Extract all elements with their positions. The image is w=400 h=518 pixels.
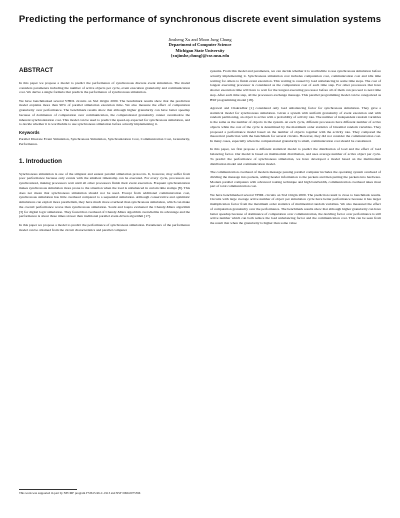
author-email: {xujinshe,chung}@cse.msu.edu — [170, 52, 230, 58]
author-department: Department of Computer Science — [168, 42, 232, 48]
author-names: Jinsheng Xu and Moon Jung Chung — [168, 37, 232, 42]
intro-paragraph-2: In this paper we propose a model to predict the performance of synchronous simulation. Parameters of the performance model can be obtained from the circuit characteristics and parallel computer — [19, 222, 190, 232]
abstract-heading: ABSTRACT — [19, 67, 54, 74]
footnote-rule — [19, 489, 77, 490]
intro-heading: 1. Introduction — [19, 157, 62, 165]
left-column — [19, 69, 190, 236]
right-paragraph-2: Agrawal and Chakradhar [1] considered only load unbalancing factor for synchronous simulation. They gave a statistical model for synchronous simulation. Given a system with uniform granularity of event execution and with random partitioning, an object is active with a probability of activity rate. The number of independent random variables is the same as the number of objects in the system. At each cycle, different processors have different number of active objects while the cost of the cycle is determined by the maximum order statistics of binomial random variables. They proposed a performance model based on the number of objects together with the activity rate. They compared the theoretical prediction with the benchmark for several circuits. However, they did not consider the communication cost. In many cases, especially when the computational granularity is small, communication cost should be considered. — [210, 105, 381, 144]
author-university: Michigan State University — [175, 47, 225, 53]
abstract-paragraph-2: We have benchmarked several VHDL circuits on SGI Origin 2000. The benchmark results show that the prediction model explains more than 90% of parallel simulation execution time. We also measure the effect of computation granularity over performance. The benchmark results show that although higher granularity can have better speedup because of dominance of computation over communication, the computational granularity cannot overshadow the inherent synchronization cost. This model can be used to predict the speed-up expected for synchronous simulation, and to decide whether it is worthwhile to use synchronous simulation before actually implementing it. — [19, 98, 190, 127]
footnote: This work was supported in part by NFCMF program F53615-96-C-1913 and NSF DMI-0075596 — [19, 491, 141, 495]
right-paragraph-3: In this paper, we first propose a different statistical model to predict the distribution of load and the effect of load balancing factor. Our model is based on multinomial distribution, and uses average number of active object per cycle. To predict the performance of synchronous simulation, we have developed a model based on the multinomial distribution model and communication model. — [210, 147, 381, 166]
paper-title: Predicting the performance of synchronous discrete event simulation systems — [18, 14, 382, 25]
right-paragraph-1: systems. From this model and parameters, we can decide whether it is worthwhile to use synchronous simulation before actually implementing it. Synchronous simulation cost includes computation cost, communication cost and idle time waiting for others to finish event execution. This waiting is caused by load unbalancing in some time steps. The cost of longest executing processor is considered as the computation cost of each time step. For other processors that have shorter execution time will have to wait for the longest executing processor before all of them can proceed to next time step. After each time step, all the processors exchange message. This parallel programming model can be categorized as BSP programming model [18]. — [210, 69, 381, 102]
right-paragraph-5: We have benchmarked several VHDL circuits on SGI Origin 2000. The prediction result is close to benchmark results. Circuits with large average active number of object per simulation cycle have better performance because it has larger multiplication factor from the maximum order statistics of multinomial random variables. We also measured the effect of computation granularity over the performance. The benchmark results show that although higher granularity can have better speedup because of dominance of computation over communication, the deciding factor over performance is still active number which can both reduce the load unbalancing factor and the communication cost. This can be seen from the result that when the granularity is higher than some value — [210, 192, 381, 226]
keywords-text: Parallel Discrete Event Simulation, Synchronous Simulation, Synchronization Cost, Communication Cost, Granularity, Performance. — [19, 136, 190, 146]
keywords-heading: Keywords — [19, 130, 40, 136]
right-paragraph-4: The communication overhead of modern message passing parallel computer includes the operating system overhead of dividing the message into packets, adding header information to the packets and then putting the packets into hardware. Modern parallel computers with advanced routing technique and high bandwidth, communication overhead takes most part of total communication cost. — [210, 170, 381, 189]
author-block — [0, 37, 400, 58]
abstract-paragraph-1: In this paper we propose a model to predict the performance of synchronous discrete event simulation. The model considers parameters including the number of active objects per cycle, event execution granularity and communication cost. We derive a single formula that predicts the performance of synchronous simulation. — [19, 80, 190, 95]
intro-paragraph-1: Synchronous simulation is one of the simplest and easiest parallel simulation protocols. It, however, may suffer from poor performance because only events with the smallest timestamp can be executed. For every cycle, processors are synchronized, making processors wait until all other processors finish their event execution. Frequent synchronization makes synchronous simulation more prone to the situation when the load is unbalanced in certain time stamps [8]. This does not mean that synchronous simulation should not be used. Except from additional communication cost, synchronous simulation has little overhead compared to a sequential simulation. Although conservative and optimistic simulations can exploit more parallelism, they have much more overhead than synchronous simulation, which can make the overall performance worse than synchronous simulation. Soulé and Gupta evaluated the Chandy-Misra algorithm [3] for digital logic simulation. They found that overhead of Chandy-Misra algorithm overwhelms its advantage and the performance is about three times slower than traditional parallel event-driven algorithm [17]. — [19, 171, 190, 219]
right-column — [210, 69, 381, 229]
